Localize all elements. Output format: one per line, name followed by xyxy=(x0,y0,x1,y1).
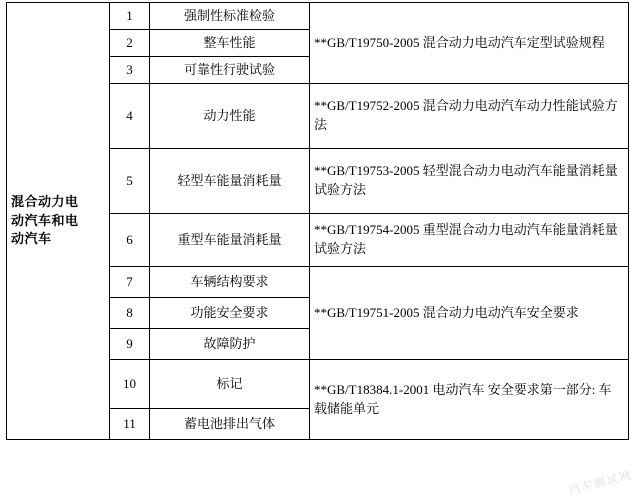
category-line-3: 动汽车 xyxy=(11,231,52,247)
category-line-1: 混合动力电 xyxy=(11,193,79,209)
standard-cell: **GB/T19751-2005 混合动力电动汽车安全要求 xyxy=(310,267,629,360)
standard-cell: **GB/T19752-2005 混合动力电动汽车动力性能试验方法 xyxy=(310,84,629,149)
standard-cell: **GB/T19753-2005 轻型混合动力电动汽车能量消耗量试验方法 xyxy=(310,149,629,214)
category-line-2: 动汽车和电 xyxy=(11,212,79,228)
row-item: 可靠性行驶试验 xyxy=(150,57,310,84)
row-item: 重型车能量消耗量 xyxy=(150,214,310,267)
row-item: 车辆结构要求 xyxy=(150,267,310,298)
standard-cell: **GB/T19754-2005 重型混合动力电动汽车能量消耗量试验方法 xyxy=(310,214,629,267)
row-item: 蓄电池排出气体 xyxy=(150,409,310,440)
row-item: 故障防护 xyxy=(150,329,310,360)
row-number: 1 xyxy=(110,3,150,30)
row-number: 2 xyxy=(110,30,150,57)
row-number: 6 xyxy=(110,214,150,267)
row-number: 9 xyxy=(110,329,150,360)
row-item: 功能安全要求 xyxy=(150,298,310,329)
row-number: 7 xyxy=(110,267,150,298)
row-item: 标记 xyxy=(150,360,310,409)
row-item: 动力性能 xyxy=(150,84,310,149)
category-cell xyxy=(7,3,110,440)
row-number: 10 xyxy=(110,360,150,409)
row-item: 强制性标准检验 xyxy=(150,3,310,30)
watermark: 汽车测试网 xyxy=(567,469,634,497)
standards-table xyxy=(6,2,629,440)
row-item: 轻型车能量消耗量 xyxy=(150,149,310,214)
standard-cell: **GB/T19750-2005 混合动力电动汽车定型试验规程 xyxy=(310,3,629,84)
table-row xyxy=(7,3,629,30)
row-number: 5 xyxy=(110,149,150,214)
row-number: 8 xyxy=(110,298,150,329)
row-item: 整车性能 xyxy=(150,30,310,57)
row-number: 4 xyxy=(110,84,150,149)
row-number: 11 xyxy=(110,409,150,440)
row-number: 3 xyxy=(110,57,150,84)
standard-cell: **GB/T18384.1-2001 电动汽车 安全要求第一部分: 车载储能单元 xyxy=(310,360,629,440)
